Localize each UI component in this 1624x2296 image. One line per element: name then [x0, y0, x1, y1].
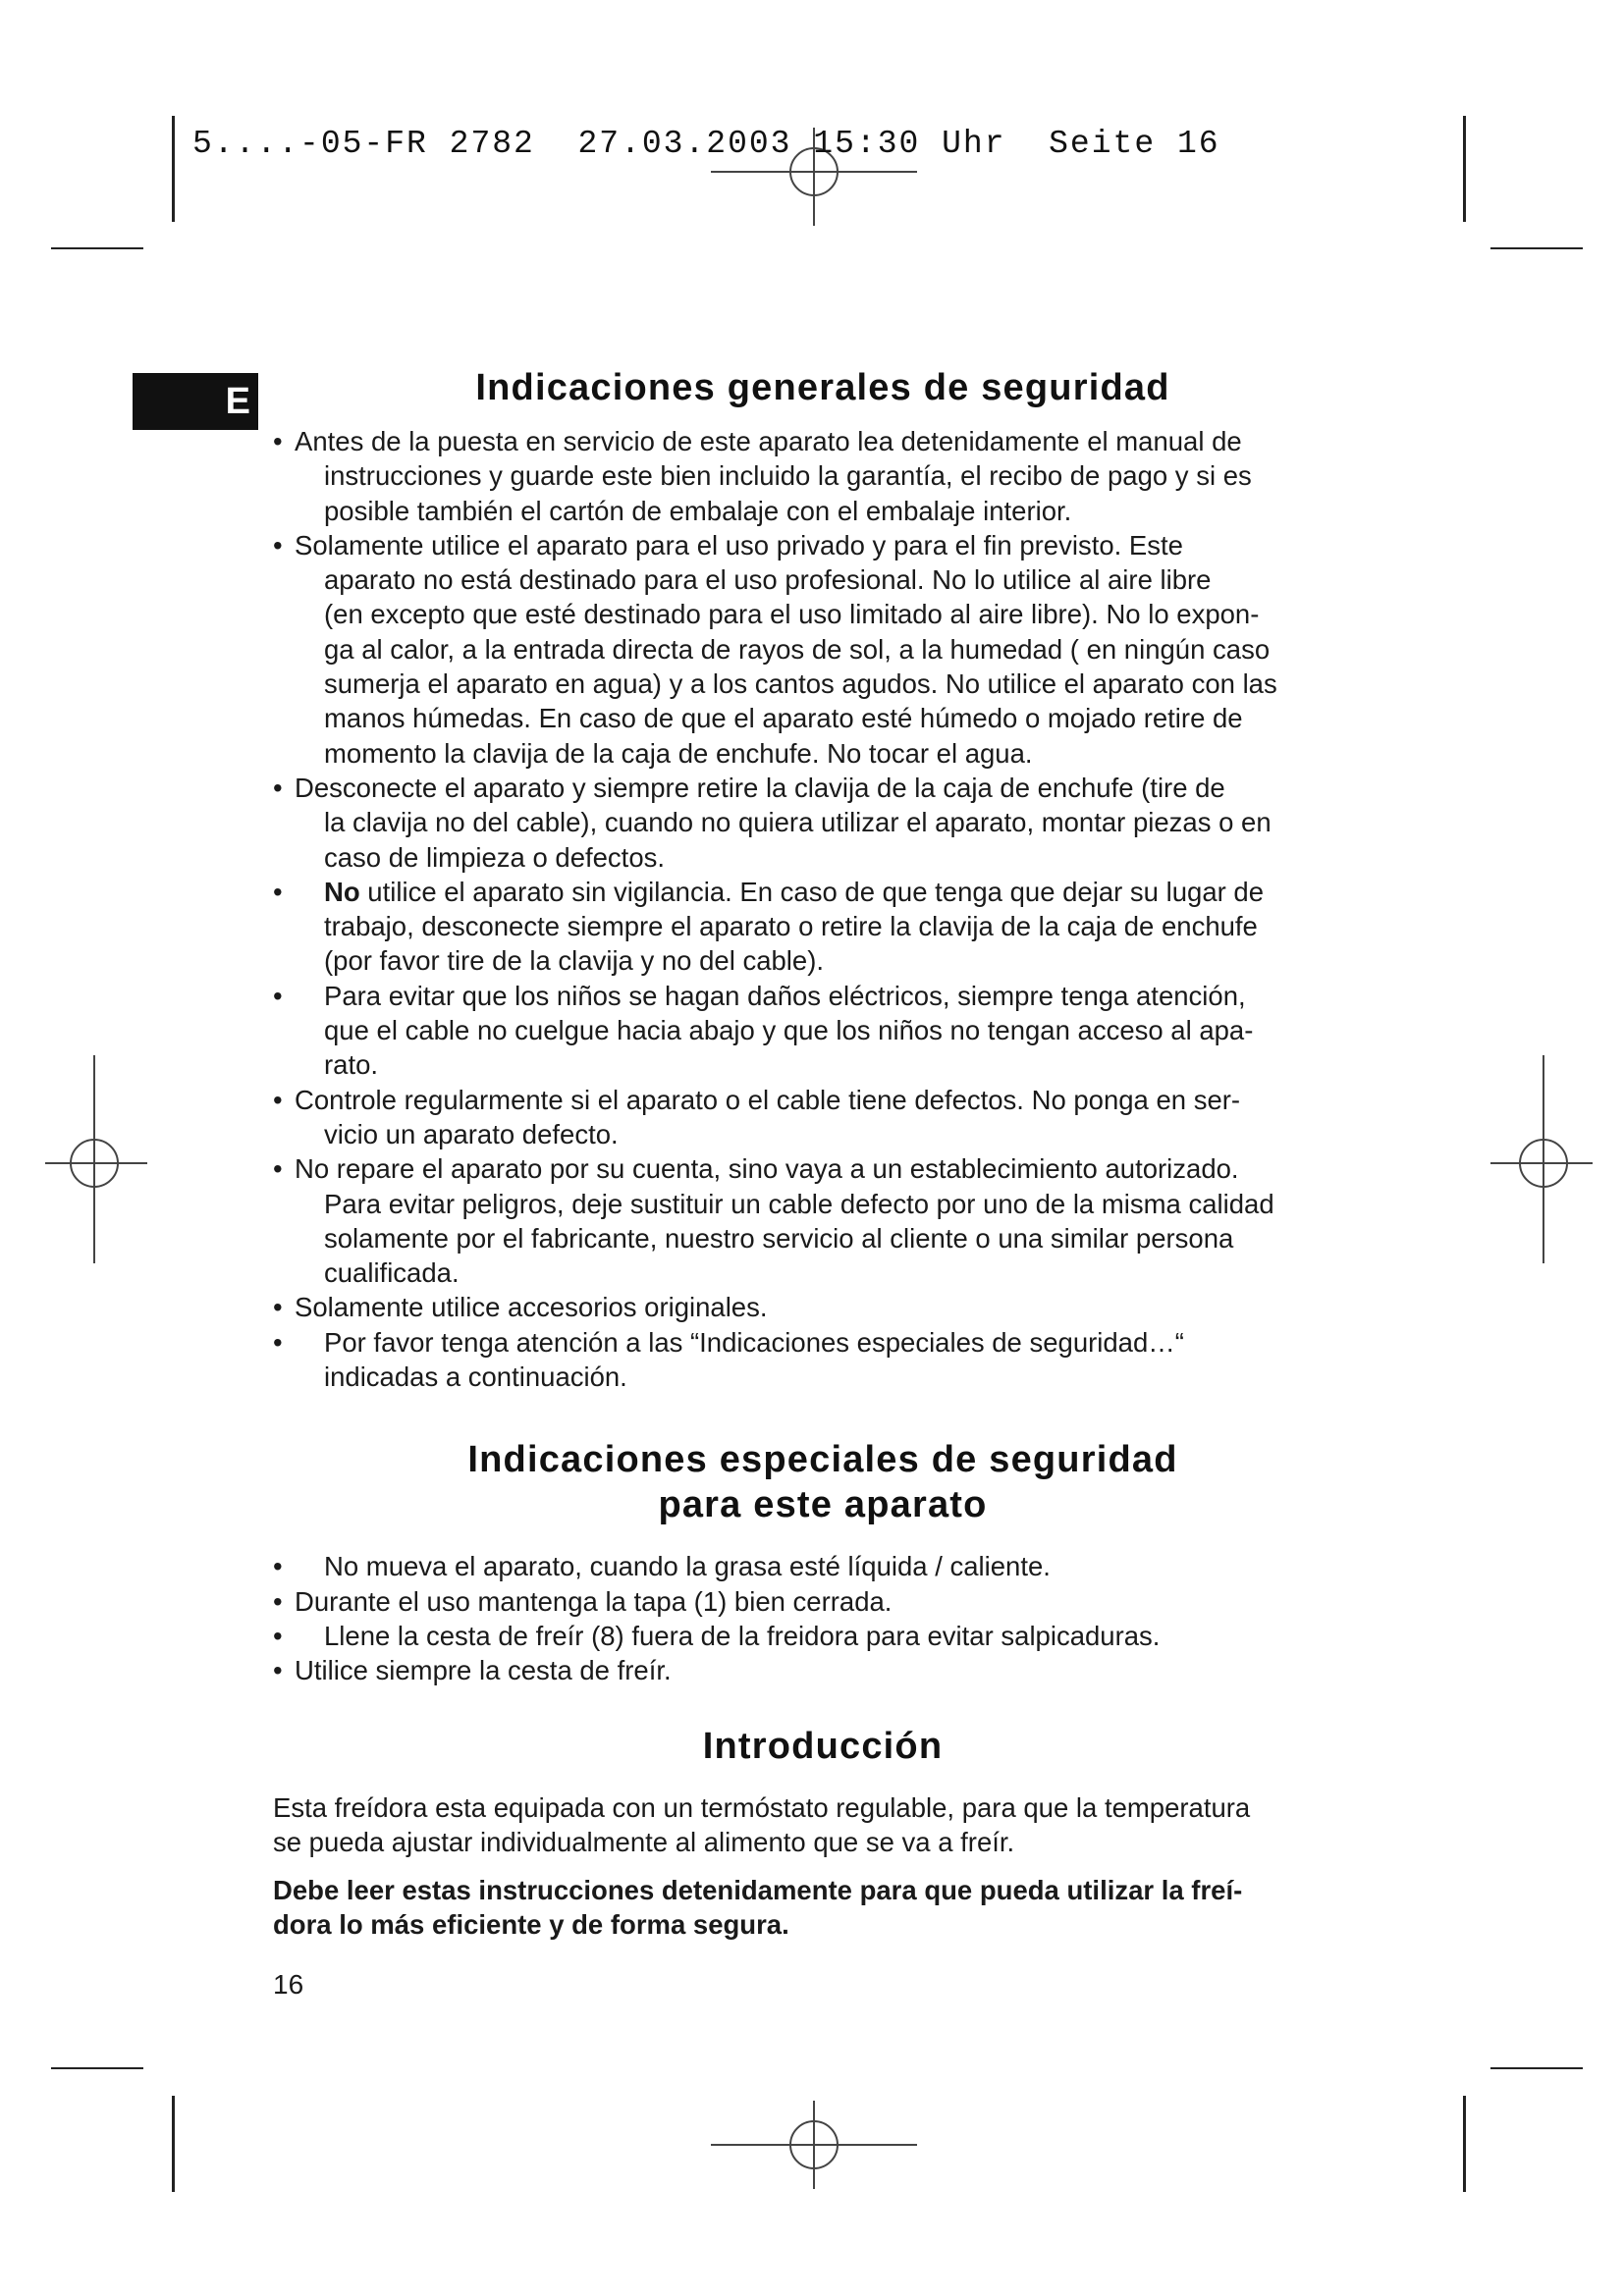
crop-mark — [1463, 116, 1466, 222]
page-content — [273, 365, 1373, 1943]
list-item-line: Solamente utilice accesorios originales. — [295, 1292, 768, 1323]
list-item — [273, 528, 1373, 771]
list-item — [273, 1083, 1373, 1152]
list-item — [273, 875, 1373, 979]
paragraph-line: Debe leer estas instrucciones detenidamente para que pueda utilizar la freí- — [273, 1875, 1243, 1906]
crop-mark — [172, 116, 175, 222]
list-item-line: Solamente utilice el aparato para el uso privado y para el fin previsto. Este — [295, 529, 1183, 561]
emphasis: No — [324, 876, 360, 907]
list-item-line: (en excepto que esté destinado para el uso limitado al aire libre). No lo expon- — [324, 599, 1260, 630]
list-item-line: ga al calor, a la entrada directa de rayos de sol, a la humedad ( en ningún caso — [324, 633, 1271, 665]
list-item-line: cualificada. — [324, 1257, 460, 1289]
bullet: • — [273, 1551, 283, 1582]
bullet: • — [273, 980, 283, 1011]
general-safety-list — [273, 424, 1373, 1394]
crop-mark — [51, 2067, 143, 2069]
list-item — [273, 424, 1373, 528]
crop-mark — [51, 247, 143, 249]
list-item-line: No mueva el aparato, cuando la grasa esté líquida / caliente. — [324, 1551, 1051, 1582]
bullet: • — [273, 1326, 283, 1358]
list-item-line: sumerja el aparato en agua) y a los cantos agudos. No utilice el aparato con las — [324, 668, 1277, 700]
paragraph-line: se pueda ajustar individualmente al alimento que se va a freír. — [273, 1826, 1015, 1857]
list-item-line: indicadas a continuación. — [324, 1362, 627, 1393]
list-item — [273, 1325, 1373, 1395]
list-item-line: trabajo, desconecte siempre el aparato o retire la clavija de la caja de enchufe — [324, 911, 1258, 942]
section-title-intro: Introducción — [702, 1725, 944, 1767]
section-title-general: Indicaciones generales de seguridad — [475, 367, 1170, 408]
registration-mark — [711, 2101, 917, 2189]
bullet: • — [273, 1620, 283, 1651]
intro-paragraph — [273, 1790, 1373, 1860]
crop-mark — [1490, 2067, 1583, 2069]
list-item-line: Llene la cesta de freír (8) fuera de la freidora para evitar salpicaduras. — [324, 1620, 1161, 1651]
section-title-special-line1: Indicaciones especiales de seguridad — [467, 1439, 1178, 1481]
list-item-line: (por favor tire de la clavija y no del cable). — [324, 945, 824, 977]
list-item-line: instrucciones y guarde este bien incluido la garantía, el recibo de pago y si es — [324, 460, 1252, 492]
registration-mark — [45, 1055, 147, 1263]
list-item-line: Controle regularmente si el aparato o el cable tiene defectos. No ponga en ser- — [295, 1084, 1241, 1115]
registration-mark — [1490, 1055, 1593, 1263]
bullet: • — [273, 426, 283, 456]
list-item-line: Antes de la puesta en servicio de este aparato lea detenidamente el manual de — [295, 426, 1242, 456]
list-item — [273, 1549, 1373, 1583]
bullet: • — [273, 529, 283, 561]
print-header: 5....-05-FR 2782 27.03.2003 15:30 Uhr Seite 16 — [192, 126, 1220, 162]
bullet: • — [273, 876, 283, 907]
bullet: • — [273, 1585, 283, 1617]
crop-mark — [1490, 247, 1583, 249]
paragraph-line: dora lo más eficiente y de forma segura. — [273, 1909, 789, 1941]
list-item-line: caso de limpieza o defectos. — [324, 841, 665, 873]
list-item-line: Durante el uso mantenga la tapa (1) bien cerrada. — [295, 1585, 893, 1617]
bullet: • — [273, 1655, 283, 1686]
list-item-line: manos húmedas. En caso de que el aparato esté húmedo o mojado retire de — [324, 703, 1243, 734]
list-item-line: aparato no está destinado para el uso profesional. No lo utilice al aire libre — [324, 564, 1212, 596]
bullet: • — [273, 772, 283, 803]
list-item — [273, 1653, 1373, 1687]
list-item-line: rato. — [324, 1049, 379, 1081]
list-item-line: que el cable no cuelgue hacia abajo y que los niños no tengan acceso al apa- — [324, 1015, 1254, 1046]
paragraph-line: Esta freídora esta equipada con un termóstato regulable, para que la temperatura — [273, 1791, 1251, 1823]
bullet: • — [273, 1153, 283, 1185]
bullet: • — [273, 1292, 283, 1323]
language-tab: E — [133, 373, 258, 430]
list-item-line: Utilice siempre la cesta de freír. — [295, 1655, 672, 1686]
list-item-line: solamente por el fabricante, nuestro servicio al cliente o una similar persona — [324, 1222, 1234, 1254]
list-item-line: Por favor tenga atención a las “Indicaciones especiales de seguridad…“ — [324, 1326, 1184, 1358]
crop-mark — [172, 2096, 175, 2192]
list-item-line: la clavija no del cable), cuando no quiera utilizar el aparato, montar piezas o en — [324, 807, 1272, 838]
intro-bold-paragraph — [273, 1873, 1373, 1943]
list-item-line: No repare el aparato por su cuenta, sino vaya a un establecimiento autorizado. — [295, 1153, 1239, 1185]
special-safety-list — [273, 1549, 1373, 1687]
list-item — [273, 1619, 1373, 1653]
list-item — [273, 771, 1373, 875]
list-item-line: No utilice el aparato sin vigilancia. En caso de que tenga que dejar su lugar de — [324, 876, 1264, 907]
list-item-line: posible también el cartón de embalaje con el embalaje interior. — [324, 495, 1072, 526]
list-item — [273, 979, 1373, 1083]
list-item — [273, 1584, 1373, 1619]
list-item — [273, 1290, 1373, 1324]
list-item — [273, 1151, 1373, 1290]
list-item-line: Desconecte el aparato y siempre retire la clavija de la caja de enchufe (tire de — [295, 772, 1225, 803]
crop-mark — [1463, 2096, 1466, 2192]
list-item-line: momento la clavija de la caja de enchufe. No tocar el agua. — [324, 737, 1033, 769]
list-item-line: vicio un aparato defecto. — [324, 1118, 619, 1149]
section-title-special-line2: para este aparato — [658, 1484, 988, 1526]
section-title-special — [273, 1437, 1373, 1527]
list-item-line: Para evitar que los niños se hagan daños eléctricos, siempre tenga atención, — [324, 980, 1246, 1011]
bullet: • — [273, 1084, 283, 1115]
page-number: 16 — [273, 1969, 304, 2000]
list-item-line: Para evitar peligros, deje sustituir un cable defecto por uno de la misma calidad — [324, 1188, 1274, 1219]
